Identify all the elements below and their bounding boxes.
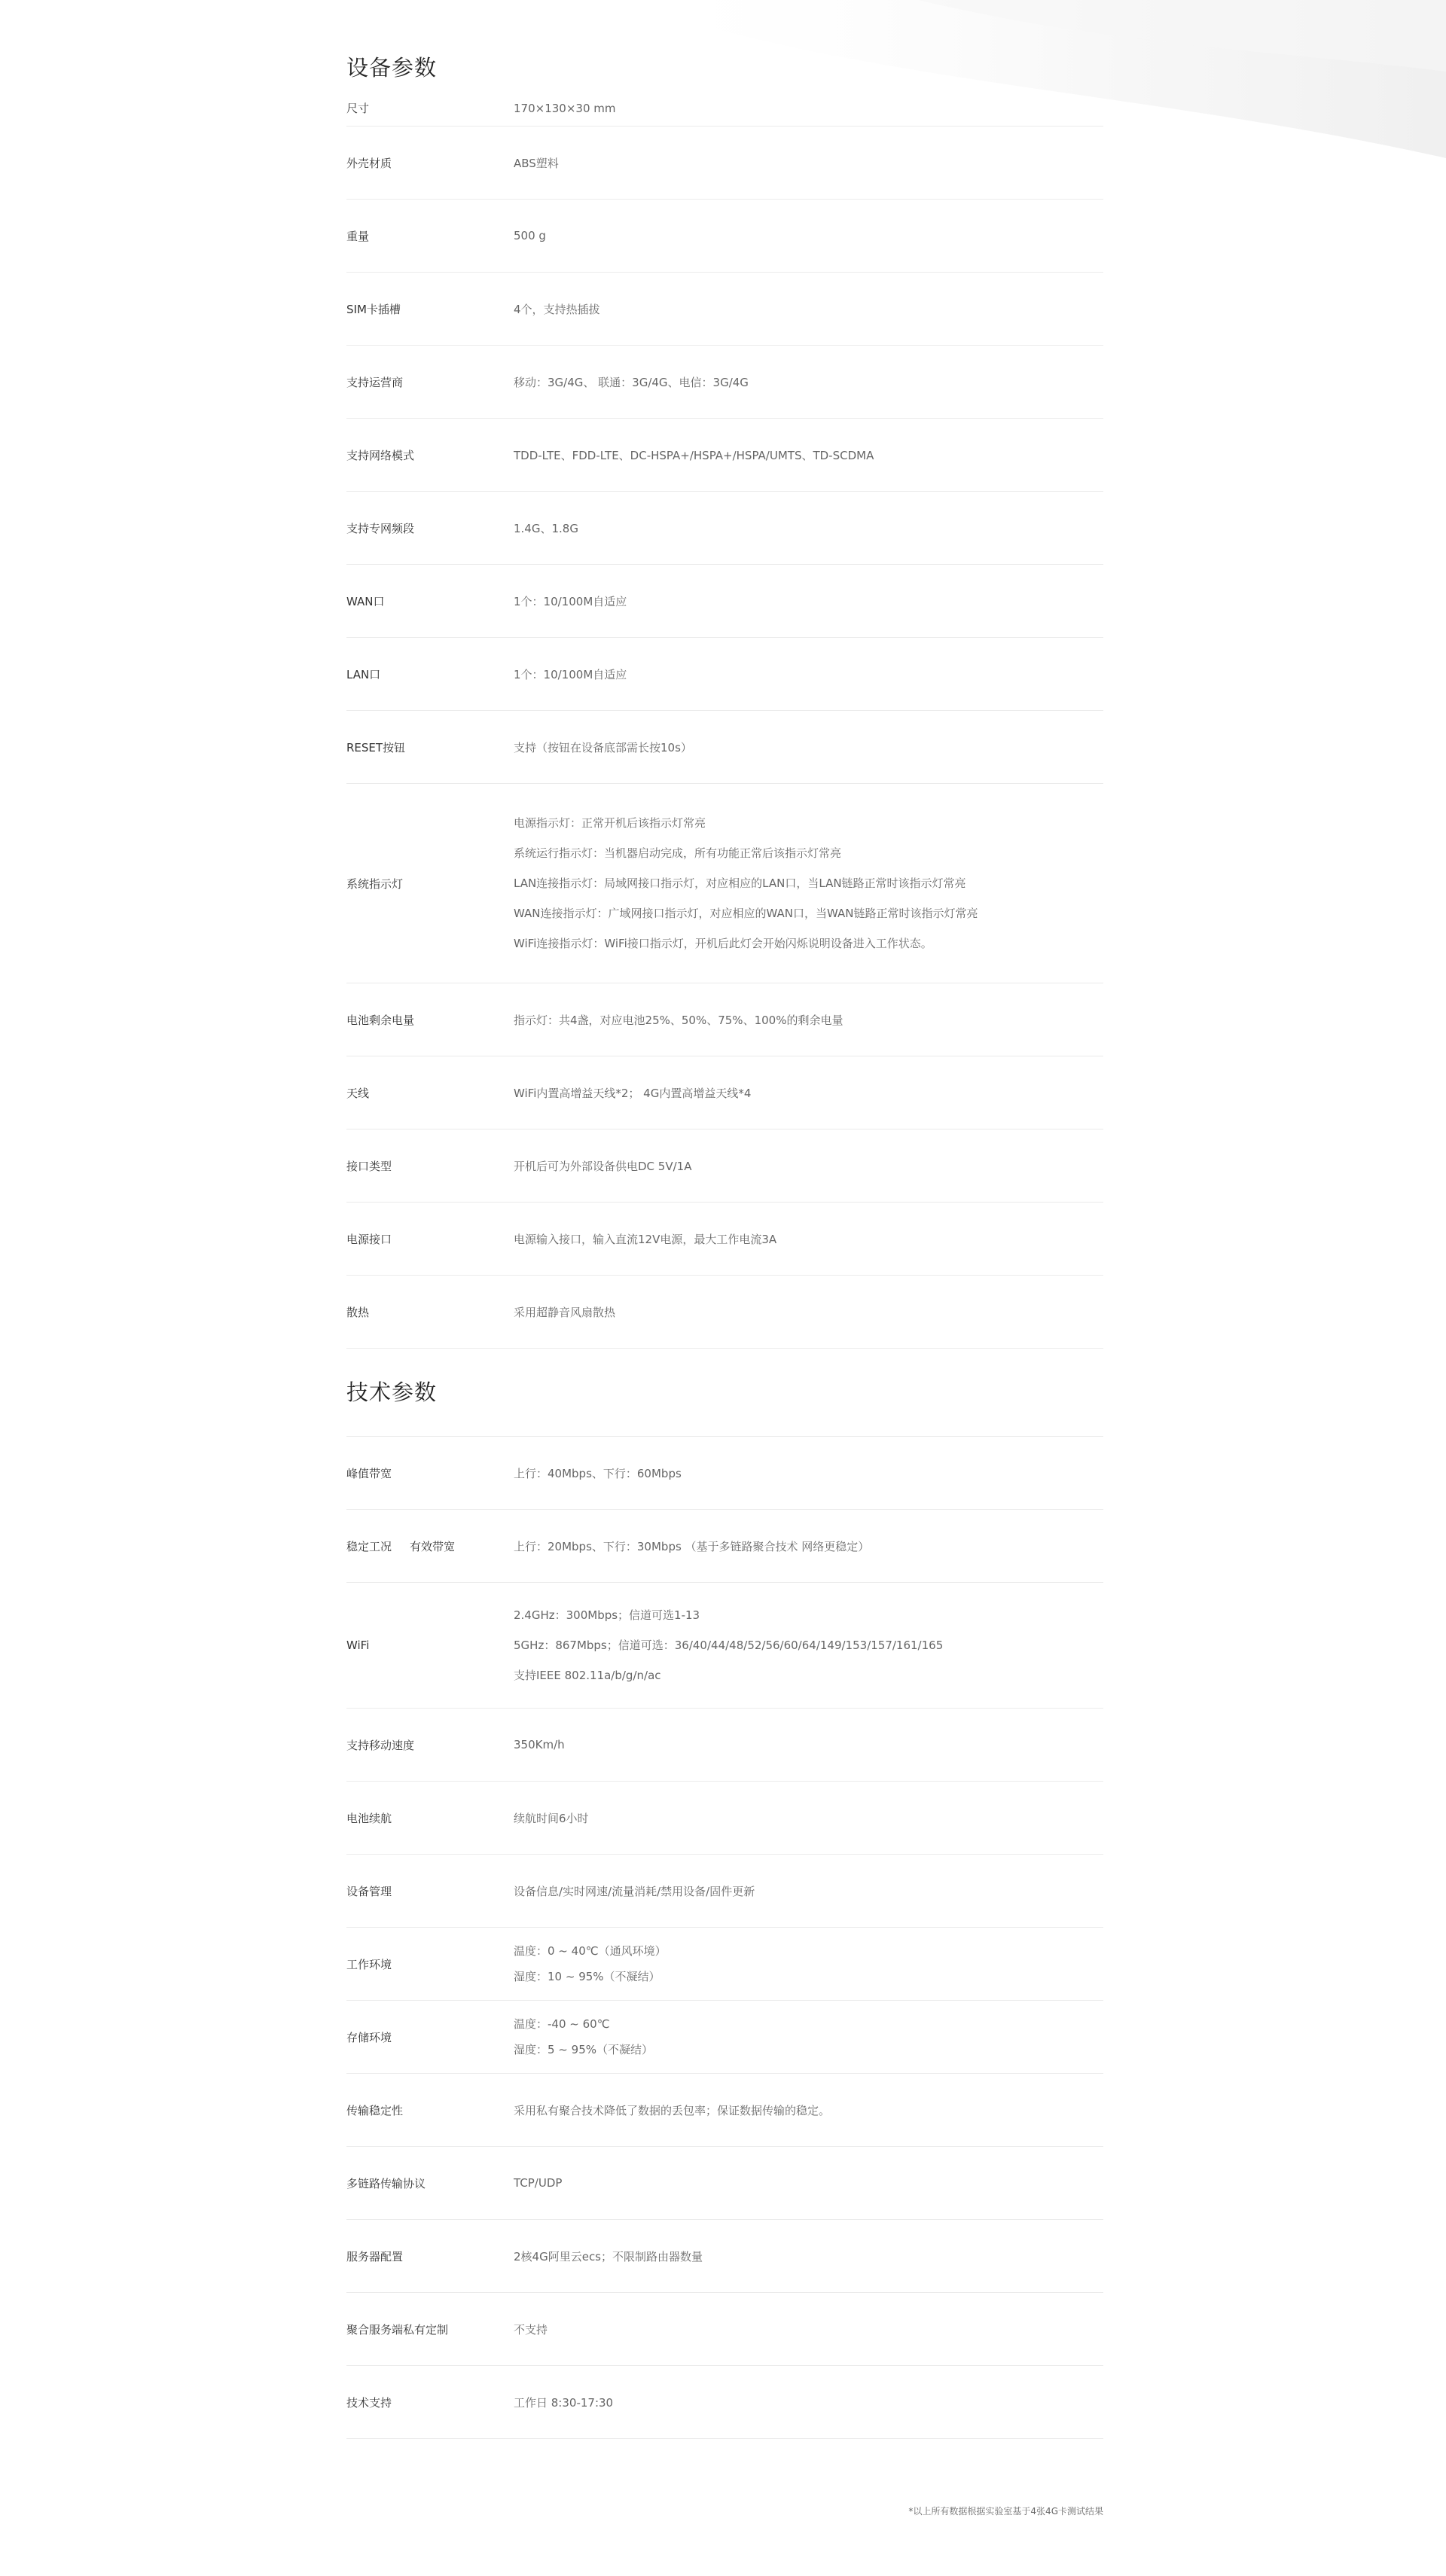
- spec-value: 电源指示灯：正常开机后该指示灯常亮 系统运行指示灯：当机器启动完成，所有功能正常后该指示灯常亮 LAN连接指示灯：局域网接口指示灯，对应相应的LAN口，当LAN链路正常时该指示灯常亮 WAN连接指示灯：广域网接口指示灯，对应相应的WAN口，当WAN链路正常时该指示灯常亮 WiFi连接指示灯：WiFi接口指示灯，开机后此灯会开始闪烁说明设备进入工作状态。: [514, 816, 978, 950]
- spec-value: TCP/UDP: [514, 2176, 563, 2190]
- spec-value: 500 g: [514, 229, 546, 242]
- spec-row-wifi: [346, 1583, 1103, 1709]
- spec-label: 工作环境: [346, 1957, 392, 1971]
- spec-label: 设备管理: [346, 1884, 392, 1898]
- spec-row-reset-button: [346, 711, 1103, 784]
- spec-value: 温度：-40 ~ 60℃ 湿度：5 ~ 95%（不凝结）: [514, 2017, 653, 2056]
- spec-row-network-modes: [346, 419, 1103, 492]
- spec-label: 支持运营商: [346, 375, 404, 389]
- spec-row-sim-slots: [346, 273, 1103, 346]
- spec-label: LAN口: [346, 667, 381, 681]
- spec-row-indicator-lights: [346, 784, 1103, 983]
- spec-row-lan-port: [346, 638, 1103, 711]
- spec-value: 1个：10/100M自适应: [514, 667, 627, 681]
- spec-row-battery-level: [346, 983, 1103, 1056]
- spec-value: 2核4G阿里云ecs；不限制路由器数量: [514, 2249, 703, 2264]
- spec-value: 指示灯：共4盏，对应电池25%、50%、75%、100%的剩余电量: [514, 1013, 844, 1027]
- spec-row-wan-port: [346, 565, 1103, 638]
- spec-row-private-customization: [346, 2293, 1103, 2366]
- spec-label: 峰值带宽: [346, 1466, 392, 1480]
- spec-value: 2.4GHz：300Mbps；信道可选1-13 5GHz：867Mbps；信道可选：36/40/44/48/52/56/60/64/149/153/157/161/165 支持IEEE 802.11a/b/g/n/ac: [514, 1608, 944, 1682]
- spec-row-device-management: [346, 1855, 1103, 1928]
- spec-row-private-bands: [346, 492, 1103, 565]
- spec-row-server-config: [346, 2220, 1103, 2293]
- spec-value: 350Km/h: [514, 1738, 565, 1751]
- device-params-table: [346, 90, 1103, 1349]
- spec-label: 支持专网频段: [346, 521, 415, 535]
- spec-label: 天线: [346, 1086, 370, 1100]
- spec-value: WiFi内置高增益天线*2； 4G内置高增益天线*4: [514, 1086, 752, 1100]
- spec-label: SIM卡插槽: [346, 302, 401, 316]
- spec-row-size: [346, 90, 1103, 127]
- spec-row-peak-bandwidth: [346, 1437, 1103, 1510]
- spec-row-battery-life: [346, 1782, 1103, 1855]
- spec-label: WAN口: [346, 594, 385, 608]
- spec-value: 上行：20Mbps、下行：30Mbps （基于多链路聚合技术 网络更稳定）: [514, 1539, 870, 1553]
- spec-label: 接口类型: [346, 1159, 392, 1173]
- spec-value: 4个，支持热插拔: [514, 302, 600, 316]
- spec-label: WiFi: [346, 1639, 370, 1652]
- spec-value: 采用私有聚合技术降低了数据的丢包率；保证数据传输的稳定。: [514, 2103, 831, 2117]
- spec-value: 工作日 8:30-17:30: [514, 2395, 614, 2410]
- spec-row-transmission-stability: [346, 2074, 1103, 2147]
- spec-value: 采用超静音风扇散热: [514, 1305, 616, 1319]
- spec-label: 支持网络模式: [346, 448, 415, 462]
- tech-params-title: 技术参数: [346, 1379, 438, 1405]
- spec-label: 服务器配置: [346, 2249, 404, 2264]
- spec-row-power-port: [346, 1203, 1103, 1276]
- spec-value: 不支持: [514, 2322, 548, 2337]
- spec-value: 上行：40Mbps、下行：60Mbps: [514, 1466, 682, 1480]
- spec-label: 稳定工况 有效带宽: [346, 1539, 456, 1553]
- spec-value: 设备信息/实时网速/流量消耗/禁用设备/固件更新: [514, 1884, 755, 1898]
- spec-value: 170×130×30 mm: [514, 101, 616, 115]
- spec-label: 尺寸: [346, 102, 370, 115]
- spec-row-working-environment: [346, 1928, 1103, 2001]
- device-params-title: 设备参数: [346, 55, 438, 81]
- spec-row-weight: [346, 200, 1103, 273]
- spec-value: ABS塑料: [514, 156, 559, 170]
- spec-value: 支持（按钮在设备底部需长按10s）: [514, 740, 692, 755]
- spec-row-stable-bandwidth: [346, 1510, 1103, 1583]
- spec-row-cooling: [346, 1276, 1103, 1349]
- spec-value: 移动：3G/4G、 联通：3G/4G、电信：3G/4G: [514, 375, 749, 389]
- spec-label: RESET按钮: [346, 740, 406, 755]
- spec-label: 散热: [346, 1305, 370, 1319]
- spec-row-multilink-protocol: [346, 2147, 1103, 2220]
- spec-label: 存储环境: [346, 2030, 392, 2044]
- spec-row-tech-support: [346, 2366, 1103, 2439]
- spec-label: 聚合服务端私有定制: [346, 2322, 449, 2337]
- spec-container: [346, 45, 1103, 2439]
- spec-label: 传输稳定性: [346, 2103, 404, 2117]
- spec-label: 重量: [346, 229, 370, 243]
- spec-label: 外壳材质: [346, 156, 392, 170]
- spec-label: 多链路传输协议: [346, 2176, 426, 2190]
- spec-row-carriers: [346, 346, 1103, 419]
- footnote: *以上所有数据根据实验室基于4张4G卡测试结果: [908, 2506, 1103, 2517]
- spec-label: 电池续航: [346, 1811, 392, 1825]
- spec-row-shell-material: [346, 127, 1103, 200]
- spec-row-antenna: [346, 1056, 1103, 1129]
- spec-label: 技术支持: [346, 2395, 392, 2410]
- spec-row-interface-type: [346, 1129, 1103, 1203]
- spec-value: 开机后可为外部设备供电DC 5V/1A: [514, 1159, 692, 1173]
- spec-value: 温度：0 ~ 40℃（通风环境） 湿度：10 ~ 95%（不凝结）: [514, 1944, 667, 1983]
- spec-value: 1个：10/100M自适应: [514, 594, 627, 608]
- spec-value: 续航时间6小时: [514, 1811, 589, 1825]
- tech-params-table: [346, 1436, 1103, 2439]
- spec-value: TDD-LTE、FDD-LTE、DC-HSPA+/HSPA+/HSPA/UMTS、TD-SCDMA: [514, 448, 874, 462]
- spec-label: 电源接口: [346, 1232, 392, 1246]
- spec-value: 电源输入接口，输入直流12V电源，最大工作电流3A: [514, 1232, 777, 1246]
- spec-row-mobile-speed: [346, 1709, 1103, 1782]
- spec-label: 电池剩余电量: [346, 1013, 415, 1027]
- spec-label: 系统指示灯: [346, 876, 404, 891]
- spec-row-storage-environment: [346, 2001, 1103, 2074]
- spec-label: 支持移动速度: [346, 1738, 415, 1752]
- spec-value: 1.4G、1.8G: [514, 521, 578, 535]
